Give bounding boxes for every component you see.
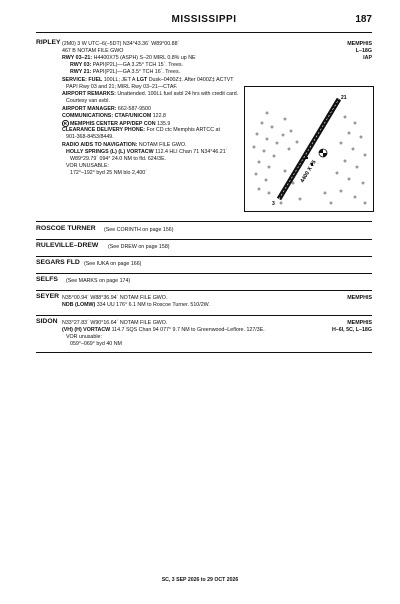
clearance-delivery: CLEARANCE DELIVERY PHONE: For CD ctc Memphis ARTCC at bbox=[62, 127, 220, 133]
airport-remarks: AIRPORT REMARKS: Unattended. 100LL fuel avbl 24 hrs with credit card. bbox=[62, 91, 239, 97]
tree-marks bbox=[253, 112, 301, 204]
runway-end-21: 21 bbox=[341, 95, 347, 101]
airport-location-line: (2M0) 3 W UTC–6(–5DT) N34°43.36´ W89°00.88´ bbox=[62, 41, 180, 47]
airport-elevation-line: 467 B NOTAM FILE GWO bbox=[62, 48, 124, 54]
header-rule bbox=[36, 32, 372, 33]
runway-21: RWY 21: PAPI(P2L)—GA 3.5° TCH 16´. Trees. bbox=[70, 69, 181, 75]
divider bbox=[36, 315, 372, 316]
ruleville-drew-name: RULEVILLE–DREW bbox=[36, 242, 99, 249]
chart-ref-memphis: MEMPHIS bbox=[347, 41, 372, 47]
vor-unusable-label: VOR UNUSABLE: bbox=[66, 163, 109, 169]
divider bbox=[36, 221, 372, 222]
airport-diagram bbox=[244, 86, 374, 212]
sidon-name: SIDON bbox=[36, 318, 58, 325]
beacon-icon bbox=[319, 149, 327, 157]
seyer-chart-ref: MEMPHIS bbox=[347, 295, 372, 301]
sidon-chart-ref-charts: H–6I, 5C, L–18G bbox=[331, 327, 372, 333]
airport-remarks-2: Courtesy van avbl. bbox=[66, 98, 110, 104]
divider bbox=[36, 273, 372, 274]
seyer-location: N35°00.94´ W88°36.94´ NOTAM FILE GWO. bbox=[62, 295, 168, 301]
chart-ref-iap: IAP bbox=[363, 55, 372, 61]
airport-name: RIPLEY bbox=[36, 39, 61, 46]
holly-springs-line-2: W89°29.79´ 094° 24.0 NM to fld. 624/3E. bbox=[70, 156, 167, 162]
page-number: 187 bbox=[355, 14, 372, 25]
segars-fld-ref: (See IUKA on page 166) bbox=[84, 261, 142, 267]
seyer-ndb: NDB (LOMW) 334 UU 176° 6.1 NM to Roscoe Turner. 510/2W. bbox=[62, 302, 210, 308]
airport-diagram-svg bbox=[245, 87, 375, 213]
roscoe-turner-ref: (See CORINTH on page 156) bbox=[104, 227, 174, 233]
center-app-dep: R MEMPHIS CENTER APP/DEP CON 135.9 bbox=[63, 121, 171, 127]
tree-marks-right bbox=[324, 116, 366, 204]
page-footer: SC, 3 SEP 2026 to 29 OCT 2026 bbox=[161, 577, 239, 583]
sidon-location: N33°27.83´ W90°16.64´ NOTAM FILE GWO. bbox=[62, 320, 168, 326]
seyer-name: SEYER bbox=[36, 293, 60, 300]
runway-dimension-label: 4400 X 75 bbox=[299, 159, 318, 185]
segars-fld-name: SEGARS FLD bbox=[36, 259, 80, 266]
service-line: SERVICE: FUEL 100LL; JET A LGT Dusk–0400Z‡. After 0400Z‡ ACTVT bbox=[62, 77, 234, 83]
selfs-name: SELFS bbox=[36, 276, 58, 283]
page-header bbox=[36, 14, 372, 30]
sidon-unusable-label: VOR unusable: bbox=[66, 334, 102, 340]
vor-unusable-range: 172°–192° byd 25 NM blo 2,400´ bbox=[70, 170, 147, 176]
divider bbox=[36, 352, 372, 353]
divider bbox=[36, 290, 372, 291]
roscoe-turner-name: ROSCOE TURNER bbox=[36, 225, 96, 232]
sidon-unusable-range: 059°–069° byd 40 NM bbox=[70, 341, 122, 347]
communications: COMMUNICATIONS: CTAF/UNICOM 122.8 bbox=[62, 113, 166, 119]
chart-ref-l18g: L–18G bbox=[355, 48, 372, 54]
divider bbox=[36, 256, 372, 257]
divider bbox=[36, 239, 372, 240]
runway-main: RWY 03–21: H4400X75 (ASPH) S–20 MIRL 0.8% up NE bbox=[62, 55, 196, 61]
service-line-2: PAPI Rwy 03 and 21; MIRL Rwy 03–21—CTAF. bbox=[66, 84, 178, 90]
state-title: MISSISSIPPI bbox=[171, 14, 237, 25]
sidon-vortac: (VH) (H) VORTACW 114.7 SQS Chan 94 077° 9.7 NM to Greenwood–Leflore. 127/3E. bbox=[62, 327, 265, 333]
runway-end-3: 3 bbox=[272, 201, 275, 207]
airport-manager: AIRPORT MANAGER: 662-587-9500 bbox=[62, 106, 151, 112]
clearance-delivery-2: 901-368-8453/8449. bbox=[66, 134, 114, 140]
radar-circle-icon: R bbox=[63, 121, 67, 126]
runway-03: RWY 03: PAPI(P2L)—GA 3.25° TCH 15´. Trees. bbox=[70, 62, 184, 68]
sidon-chart-ref-memphis: MEMPHIS bbox=[347, 320, 372, 326]
radio-aids: RADIO AIDS TO NAVIGATION: NOTAM FILE GWO. bbox=[62, 142, 187, 148]
holly-springs-vortac: HOLLY SPRINGS (L) (L) VORTACW 112.4 HLI Chan 71 N34°46.21´ bbox=[66, 149, 228, 155]
ruleville-drew-ref: (See DREW on page 158) bbox=[108, 244, 170, 250]
selfs-ref: (See MARKS on page 174) bbox=[66, 278, 131, 284]
